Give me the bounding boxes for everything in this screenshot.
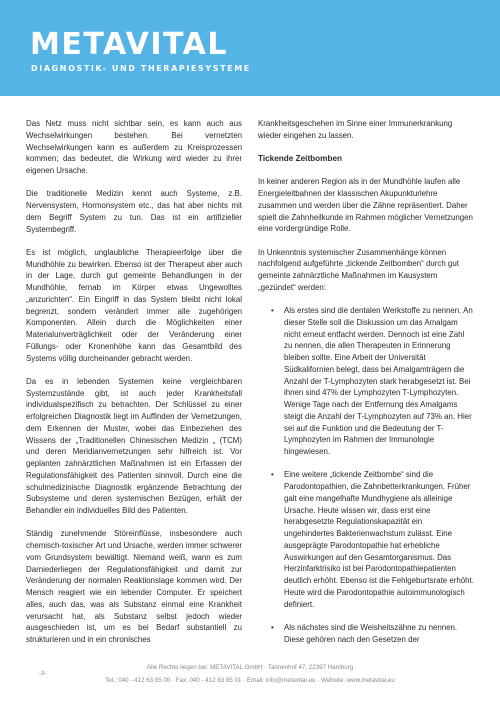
paragraph: Krankheitsgeschehen im Sinne einer Immunerkrankung wieder eingehen zu lassen. <box>258 119 453 140</box>
list-item-text: Eine weitere „tickende Zeitbombe“ sind die Parodontopathien, die Zahnbetterkrankungen. Früher galt eine mangelhafte Mundhygiene als alleinige Ursache. Heute wissen wir, dass erst eine herabgesetzte Regulationskapazität ein ungehindertes Bakterienwachstum zulässt. Eine ausgeprägte Parodontopathie hat erhebliche Auswirkungen auf den Gesamtorganismus. Das Herzinfarktrisiko ist bei Parodontopathiepatienten deutlich erhöht. Ebenso ist die Fehlgeburtsrate erhöht. Heute wird die Parodontopathie autoimmunologisch definiert. <box>284 470 474 609</box>
brand-subtitle: DIAGNOSTIK- UND THERAPIESYSTEME <box>31 64 251 73</box>
paragraph: Die traditionelle Medizin kennt auch Systeme, z.B. Nervensystem, Hormonsystem etc., das hat aber nichts mit dem Begriff System zu tun. Das ist ein artifizieller Systembegriff. <box>26 189 242 234</box>
right-column <box>258 118 474 657</box>
page-number: -3- <box>39 670 47 677</box>
paragraph: Es ist möglich, unglaubliche Therapieerfolge über die Mundhöhle zu bewirken. Ebenso ist der Therapeut aber auch in der Lage, durch gut gemeinte Behandlungen in der Mundhöhle, fernab im Körper etwas Ungewolltes „anzurichten“. Ein Eingriff in das System bleibt nicht lokal begrenzt, sondern verändert immer alle zugehörigen Komponenten. Allein durch die Möglichkeiten einer Materialunverträglichkeit oder der Veränderung einer Füllungs- oder Kronenhöhe kann das Gesamtbild des Systems völlig durcheinander gebracht werden. <box>26 247 242 363</box>
footer-copyright: Alle Rechte liegen bei: METAVITAL GmbH · Tannenhof 47, 22397 Hamburg <box>146 664 354 671</box>
bullet-icon: • <box>271 622 274 632</box>
bullet-icon: • <box>271 306 274 315</box>
bullet-list <box>258 305 474 645</box>
left-column <box>26 118 242 657</box>
list-item <box>258 305 474 458</box>
list-item-text: Als nächstes sind die Weisheitszähne zu nennen. Diese gehören nach den Gesetzen der <box>284 622 458 644</box>
brand-logo: METAVITAL <box>30 27 229 62</box>
paragraph: In keiner anderen Region als in der Mundhöhle laufen alle Energieleitbahnen der klassischen Akupunkturlehre zusammen und werden über die Zähne repräsentiert. Daher spielt die Zahnheilkunde im Rahmen möglicher Vernetzungen eine vordergründige Rolle. <box>258 177 473 234</box>
list-item <box>258 622 474 646</box>
list-item <box>258 469 474 610</box>
bullet-icon: • <box>271 470 274 480</box>
paragraph: Da es in lebenden Systemen keine vergleichbaren Systemzustände gibt, ist auch jeder Krankheitsfall individualspezifisch zu betrachten. Der Schlüssel zu einer erfolgreichen Diagnostik liegt im Auffinden der Vernetzungen, dem Erkennen der Muster, wobei das Einbeziehen des Wissens der „Traditionellen Chinesischen Medizin „ (TCM) und deren Meridianvernetzungen sehr hilfreich ist. Vor geplanten zahnärztlichen Maßnahmen ist ein Erfassen der Regulationsfähigkeit des Patienten sinnvoll. Durch eine die schulmedizinische Diagnostik ergänzende Betrachtung der Subsysteme und deren systemischen Bezügen, erhält der Behandler ein individuelles Bild des Patienten. <box>26 376 242 515</box>
paragraph: Das Netz muss nicht sichtbar sein, es kann auch aus Wechselwirkungen bestehen. Bei vernetzten Wechselwirkungen kann es außerdem zu Kreisprozessen kommen; das bedeutet, die Wirkung wird wieder zu ihrer eigenen Ursache. <box>26 119 242 175</box>
paragraph: Ständig zunehmende Störeinflüsse, insbesondere auch chemisch-toxischer Art und Ursache, werden immer schwerer vom Grundsystem bewältigt. Niemand weiß, wann es zum Darniederliegen der Regulationsfähigkeit und damit zur Veränderung der normalen Reaktionslage kommen wird. Der Mensch reagiert wie ein lebender Computer. Er speichert alles, auch das, was als Substanz einmal eine Krankheit verursacht hat, als Substanz selbst jedoch wieder ausgeschieden ist, um es bei Bedarf substantiell zu strukturieren und in ein chronisches <box>26 529 242 644</box>
footer-contact: Tel.: 040 - 412 63 85 00 · Fax: 040 - 412 63 85 01 · Email: info@metavital.eu · Website: www.metavital.eu <box>105 677 395 684</box>
list-item-text: Als erstes sind die dentalen Werkstoffe zu nennen. An dieser Stelle soll die Diskussion um das Amalgam nicht erneut entfacht werden. Dennoch ist eine Zahl zu nennen, die allen Therapeuten in Erinnerung bleiben sollte. Eine Arbeit der Universität Südkalifornien belegt, dass bei Amalgamträgern die Anzahl der T-Lymphozyten stark herabgesetzt ist. Bei ihnen sind 47% der Lymphozyten T-Lymphozyten. Wenige Tage nach der Entfernung des Amalgams steigt die Anzahl der T-Lymphozyten auf 73% an. Hier sei auf die Funktion und die Bedeutung der T-Lymphozyten im Rahmen der Immunologie hingewiesen. <box>284 306 473 456</box>
section-heading: Tickende Zeitbomben <box>258 154 343 163</box>
header-banner <box>0 0 500 96</box>
paragraph: In Unkenntnis systemischer Zusammenhänge können nachfolgend aufgeführte „tickende Zeitbomben“ durch gut gemeinte zahnärztliche Maßnahmen im Kausystem „gezündet“ werden: <box>258 247 459 292</box>
